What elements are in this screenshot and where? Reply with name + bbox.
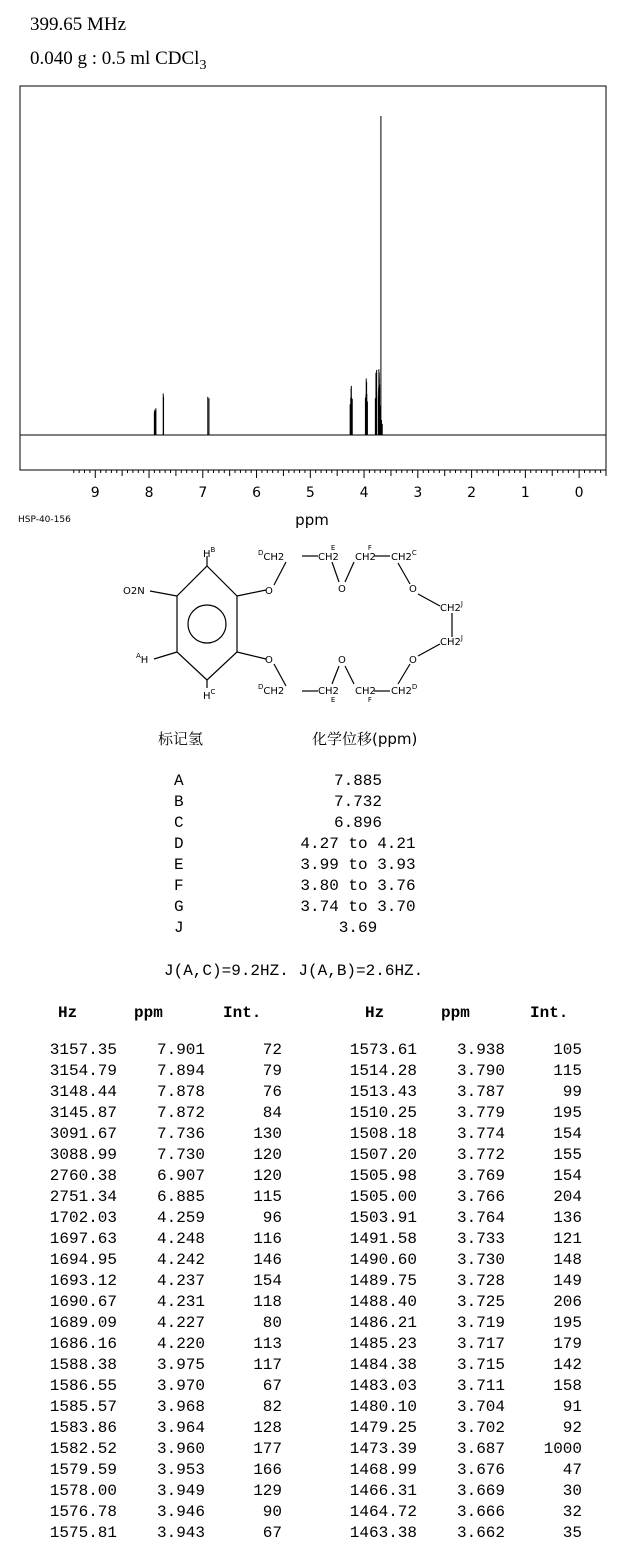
peak-hz: 1575.81: [49, 1524, 117, 1542]
peak-int: 67: [262, 1524, 282, 1542]
peak-hz: 1466.31: [349, 1482, 417, 1500]
peak-hz: 3091.67: [49, 1125, 117, 1143]
assignment-row-shift: 6.896: [333, 814, 382, 832]
peak-ppm: 3.766: [456, 1188, 505, 1206]
peak-hz: 1485.23: [349, 1335, 417, 1353]
peak-int: 30: [562, 1482, 582, 1500]
peak-ppm: 3.730: [456, 1251, 505, 1269]
plot-frame: [20, 86, 606, 470]
h-a-label: $^A$H: [136, 652, 149, 666]
assignment-row-label: G: [174, 898, 184, 916]
peak-row: [0, 1062, 626, 1083]
peak-ppm: 4.237: [156, 1272, 205, 1290]
peak-ppm: 3.975: [156, 1356, 205, 1374]
x-tick-label: 9: [90, 485, 100, 501]
assignment-row: [174, 793, 444, 814]
peak-int: 158: [553, 1377, 582, 1395]
peak-ppm: 3.953: [156, 1461, 205, 1479]
peak-row: [0, 1314, 626, 1335]
peak-int: 154: [253, 1272, 282, 1290]
peak-int: 121: [553, 1230, 582, 1248]
peak-ppm: 3.769: [456, 1167, 505, 1185]
peak-int: 149: [553, 1272, 582, 1290]
peak-ppm: 3.719: [456, 1314, 505, 1332]
peak-int: 130: [253, 1125, 282, 1143]
peak-row: [0, 1440, 626, 1461]
peak-int: 154: [553, 1167, 582, 1185]
peak-row: [0, 1230, 626, 1251]
peak-int: 154: [553, 1125, 582, 1143]
peak-int: 128: [253, 1419, 282, 1437]
ch2-d-top: $^D$CH2: [258, 549, 285, 563]
peak-hz: 3154.79: [49, 1062, 117, 1080]
ch2-d-right-bottom: $CH2^D$: [391, 683, 418, 697]
peak-row: [0, 1209, 626, 1230]
right-header-hz: Hz: [365, 1004, 385, 1022]
peak-ppm: 6.907: [156, 1167, 205, 1185]
ether-oxygen-5: O: [409, 655, 417, 666]
peak-ppm: 7.901: [156, 1041, 205, 1059]
peak-int: 120: [253, 1167, 282, 1185]
peak-hz: 1483.03: [349, 1377, 417, 1395]
peak-row: [0, 1104, 626, 1125]
peak-row: [0, 1293, 626, 1314]
peak-int: 117: [253, 1356, 282, 1374]
x-axis-ticks: [74, 470, 606, 501]
peak-int: 148: [553, 1251, 582, 1269]
x-tick-label: 2: [467, 485, 477, 501]
spectrometer-frequency: 399.65 MHz: [30, 14, 127, 35]
peak-hz: 1479.25: [349, 1419, 417, 1437]
peak-ppm: 7.730: [156, 1146, 205, 1164]
peak-hz: 1505.00: [349, 1188, 417, 1206]
peak-ppm: 4.259: [156, 1209, 205, 1227]
ch2-e-bottom: CH2 E: [318, 686, 339, 704]
left-header-ppm: ppm: [134, 1004, 163, 1022]
peak-hz: 1473.39: [349, 1440, 417, 1458]
peak-ppm: 3.669: [456, 1482, 505, 1500]
peak-int: 115: [553, 1062, 582, 1080]
peak-hz: 1489.75: [349, 1272, 417, 1290]
peak-hz: 3145.87: [49, 1104, 117, 1122]
assignment-row: [174, 772, 444, 793]
ch2-d-bottom: $^D$CH2: [258, 683, 285, 697]
peak-int: 204: [553, 1188, 582, 1206]
peak-hz: 1505.98: [349, 1167, 417, 1185]
peak-ppm: 3.725: [456, 1293, 505, 1311]
ether-oxygen-4: O: [409, 584, 417, 595]
peak-hz: 1576.78: [49, 1503, 117, 1521]
peak-hz: 1463.38: [349, 1524, 417, 1542]
x-tick-label: 4: [359, 485, 369, 501]
peak-int: 136: [553, 1209, 582, 1227]
peak-ppm: 4.242: [156, 1251, 205, 1269]
peak-int: 195: [553, 1314, 582, 1332]
peak-ppm: 4.248: [156, 1230, 205, 1248]
peak-row: [0, 1335, 626, 1356]
peak-ppm: 3.774: [456, 1125, 505, 1143]
peak-int: 155: [553, 1146, 582, 1164]
left-header-int: Int.: [223, 1004, 262, 1022]
peak-int: 32: [562, 1503, 582, 1521]
peak-hz: 1582.52: [49, 1440, 117, 1458]
peak-ppm: 3.764: [456, 1209, 505, 1227]
peak-int: 76: [262, 1083, 282, 1101]
peak-int: 206: [553, 1293, 582, 1311]
concentration-subscript: 3: [199, 57, 207, 73]
peak-int: 129: [253, 1482, 282, 1500]
peak-ppm: 3.772: [456, 1146, 505, 1164]
assignment-row-label: C: [174, 814, 184, 832]
nmr-spectrum-chart: [0, 0, 626, 540]
right-header-int: Int.: [530, 1004, 569, 1022]
peak-int: 35: [562, 1524, 582, 1542]
peak-ppm: 6.885: [156, 1188, 205, 1206]
peak-ppm: 3.704: [456, 1398, 505, 1416]
peak-ppm: 3.946: [156, 1503, 205, 1521]
peak-row: [0, 1356, 626, 1377]
peak-int: 79: [262, 1062, 282, 1080]
peak-ppm: 3.676: [456, 1461, 505, 1479]
peak-ppm: 3.968: [156, 1398, 205, 1416]
peak-int: 47: [562, 1461, 582, 1479]
left-header-hz: Hz: [58, 1004, 78, 1022]
peak-hz: 1468.99: [349, 1461, 417, 1479]
x-tick-label: 6: [252, 485, 262, 501]
coupling-constants: J(A,C)=9.2HZ. J(A,B)=2.6HZ.: [164, 962, 424, 980]
assignment-row-label: F: [174, 877, 184, 895]
peak-hz: 3157.35: [49, 1041, 117, 1059]
structure-labels: [123, 544, 463, 704]
nitro-group-label: O2N: [123, 586, 145, 597]
ether-oxygen-1: O: [265, 586, 273, 597]
peak-row: [0, 1524, 626, 1545]
assignment-row-shift: 7.885: [333, 772, 382, 790]
x-tick-label: 8: [144, 485, 154, 501]
peak-int: 91: [562, 1398, 582, 1416]
peak-row: [0, 1377, 626, 1398]
peak-row: [0, 1083, 626, 1104]
peak-int: 146: [253, 1251, 282, 1269]
peak-ppm: 3.711: [456, 1377, 505, 1395]
peak-int: 115: [253, 1188, 282, 1206]
peak-int: 120: [253, 1146, 282, 1164]
peak-ppm: 7.878: [156, 1083, 205, 1101]
assignment-row-shift: 4.27 to 4.21: [300, 835, 416, 853]
peak-int: 105: [553, 1041, 582, 1059]
peak-ppm: 3.733: [456, 1230, 505, 1248]
peak-hz: 1480.10: [349, 1398, 417, 1416]
peak-hz: 1486.21: [349, 1314, 417, 1332]
x-tick-label: 7: [198, 485, 208, 501]
peak-ppm: 4.227: [156, 1314, 205, 1332]
assignment-row-shift: 3.69: [338, 919, 378, 937]
peak-int: 67: [262, 1377, 282, 1395]
peak-ppm: 3.666: [456, 1503, 505, 1521]
assignment-row-label: B: [174, 793, 184, 811]
assignment-row-shift: 7.732: [333, 793, 382, 811]
peak-int: 96: [262, 1209, 282, 1227]
peak-hz: 1579.59: [49, 1461, 117, 1479]
peak-ppm: 3.960: [156, 1440, 205, 1458]
assignment-row-label: E: [174, 856, 184, 874]
assignment-row: [174, 814, 444, 835]
ch2-f-top: CH2F: [355, 544, 376, 563]
assignment-row-label: D: [174, 835, 184, 853]
peak-row: [0, 1041, 626, 1062]
peak-hz: 1488.40: [349, 1293, 417, 1311]
ch2-e-top: CH2E: [318, 544, 339, 563]
peak-hz: 1513.43: [349, 1083, 417, 1101]
assignment-header-shift: 化学位移(ppm): [312, 730, 418, 748]
assignment-row-label: A: [174, 772, 184, 790]
peak-int: 116: [253, 1230, 282, 1248]
peak-row: [0, 1461, 626, 1482]
ether-oxygen-6: O: [338, 655, 346, 666]
peak-hz: 1697.63: [49, 1230, 117, 1248]
ch2-j-lower: $CH2^J$: [440, 634, 463, 648]
peak-hz: 1588.38: [49, 1356, 117, 1374]
concentration-main: 0.040 g : 0.5 ml CDCl: [30, 48, 200, 69]
peak-row: [0, 1251, 626, 1272]
peak-hz: 1484.38: [349, 1356, 417, 1374]
assignment-row: [174, 877, 444, 898]
peak-hz: 1586.55: [49, 1377, 117, 1395]
peak-ppm: 7.736: [156, 1125, 205, 1143]
peak-int: 82: [262, 1398, 282, 1416]
peak-ppm: 4.220: [156, 1335, 205, 1353]
peak-ppm: 3.790: [456, 1062, 505, 1080]
peak-row: [0, 1482, 626, 1503]
x-tick-label: 1: [520, 485, 530, 501]
assignment-row-shift: 3.80 to 3.76: [300, 877, 416, 895]
peak-hz: 1510.25: [349, 1104, 417, 1122]
peak-int: 195: [553, 1104, 582, 1122]
ch2-f-bottom: CH2 F: [355, 686, 376, 704]
peak-hz: 1693.12: [49, 1272, 117, 1290]
assignment-header-label: 标记氢: [158, 730, 204, 748]
assignment-row: [174, 856, 444, 877]
peak-row: [0, 1272, 626, 1293]
peak-ppm: 3.964: [156, 1419, 205, 1437]
x-tick-label: 5: [305, 485, 315, 501]
h-b-label: $H^B$: [203, 546, 216, 560]
peak-hz: 1690.67: [49, 1293, 117, 1311]
ch2-c-top: $CH2^C$: [391, 549, 417, 563]
peak-int: 177: [253, 1440, 282, 1458]
peak-hz: 1514.28: [349, 1062, 417, 1080]
peak-ppm: 3.787: [456, 1083, 505, 1101]
molecular-structure: [110, 538, 490, 708]
peak-row: [0, 1188, 626, 1209]
peak-row: [0, 1167, 626, 1188]
peak-int: 72: [262, 1041, 282, 1059]
structure-bonds: [150, 556, 452, 691]
peak-hz: 1583.86: [49, 1419, 117, 1437]
peak-row: [0, 1503, 626, 1524]
peak-ppm: 3.938: [456, 1041, 505, 1059]
peak-ppm: 7.872: [156, 1104, 205, 1122]
spectrum-trace: [20, 116, 606, 435]
right-header-ppm: ppm: [441, 1004, 470, 1022]
peak-int: 80: [262, 1314, 282, 1332]
ether-oxygen-2: O: [265, 655, 273, 666]
benzene-ring: [177, 566, 237, 680]
peak-hz: 1508.18: [349, 1125, 417, 1143]
peak-hz: 2751.34: [49, 1188, 117, 1206]
assignment-row-shift: 3.99 to 3.93: [300, 856, 416, 874]
ether-oxygen-3: O: [338, 584, 346, 595]
peak-hz: 1464.72: [349, 1503, 417, 1521]
peak-int: 84: [262, 1104, 282, 1122]
peak-ppm: 3.702: [456, 1419, 505, 1437]
h-c-label: $H^C$: [203, 688, 216, 702]
peak-hz: 1503.91: [349, 1209, 417, 1227]
assignment-row: [174, 835, 444, 856]
peak-int: 142: [553, 1356, 582, 1374]
peak-int: 118: [253, 1293, 282, 1311]
peak-hz: 1686.16: [49, 1335, 117, 1353]
peak-ppm: 3.779: [456, 1104, 505, 1122]
peak-int: 113: [253, 1335, 282, 1353]
aromatic-circle: [188, 605, 226, 643]
peak-ppm: 3.949: [156, 1482, 205, 1500]
ch2-j-upper: $CH2^J$: [440, 600, 463, 614]
peak-hz: 1694.95: [49, 1251, 117, 1269]
peak-hz: 1491.58: [349, 1230, 417, 1248]
peak-int: 166: [253, 1461, 282, 1479]
peak-ppm: 3.943: [156, 1524, 205, 1542]
peak-ppm: 3.970: [156, 1377, 205, 1395]
peak-int: 90: [262, 1503, 282, 1521]
x-tick-label: 0: [574, 485, 584, 501]
peak-int: 1000: [543, 1440, 582, 1458]
peak-hz: 1573.61: [349, 1041, 417, 1059]
peak-row: [0, 1398, 626, 1419]
peak-ppm: 3.715: [456, 1356, 505, 1374]
peak-hz: 1490.60: [349, 1251, 417, 1269]
assignment-row-shift: 3.74 to 3.70: [300, 898, 416, 916]
peak-ppm: 4.231: [156, 1293, 205, 1311]
assignment-row-label: J: [174, 919, 184, 937]
peak-row: [0, 1125, 626, 1146]
x-tick-label: 3: [413, 485, 423, 501]
peak-int: 179: [553, 1335, 582, 1353]
peak-hz: 1578.00: [49, 1482, 117, 1500]
peak-ppm: 3.717: [456, 1335, 505, 1353]
peak-ppm: 3.662: [456, 1524, 505, 1542]
peak-hz: 2760.38: [49, 1167, 117, 1185]
peak-hz: 1585.57: [49, 1398, 117, 1416]
peak-hz: 3088.99: [49, 1146, 117, 1164]
assignment-row: [174, 898, 444, 919]
x-axis-label: ppm: [295, 511, 329, 529]
peak-int: 99: [562, 1083, 582, 1101]
peak-int: 92: [562, 1419, 582, 1437]
peak-ppm: 3.687: [456, 1440, 505, 1458]
peak-ppm: 3.728: [456, 1272, 505, 1290]
peak-hz: 1702.03: [49, 1209, 117, 1227]
sample-code: HSP-40-156: [18, 515, 71, 525]
peak-hz: 1689.09: [49, 1314, 117, 1332]
peak-hz: 3148.44: [49, 1083, 117, 1101]
peak-row: [0, 1146, 626, 1167]
peak-hz: 1507.20: [349, 1146, 417, 1164]
peak-row: [0, 1419, 626, 1440]
assignment-row: [174, 919, 444, 940]
peak-ppm: 7.894: [156, 1062, 205, 1080]
